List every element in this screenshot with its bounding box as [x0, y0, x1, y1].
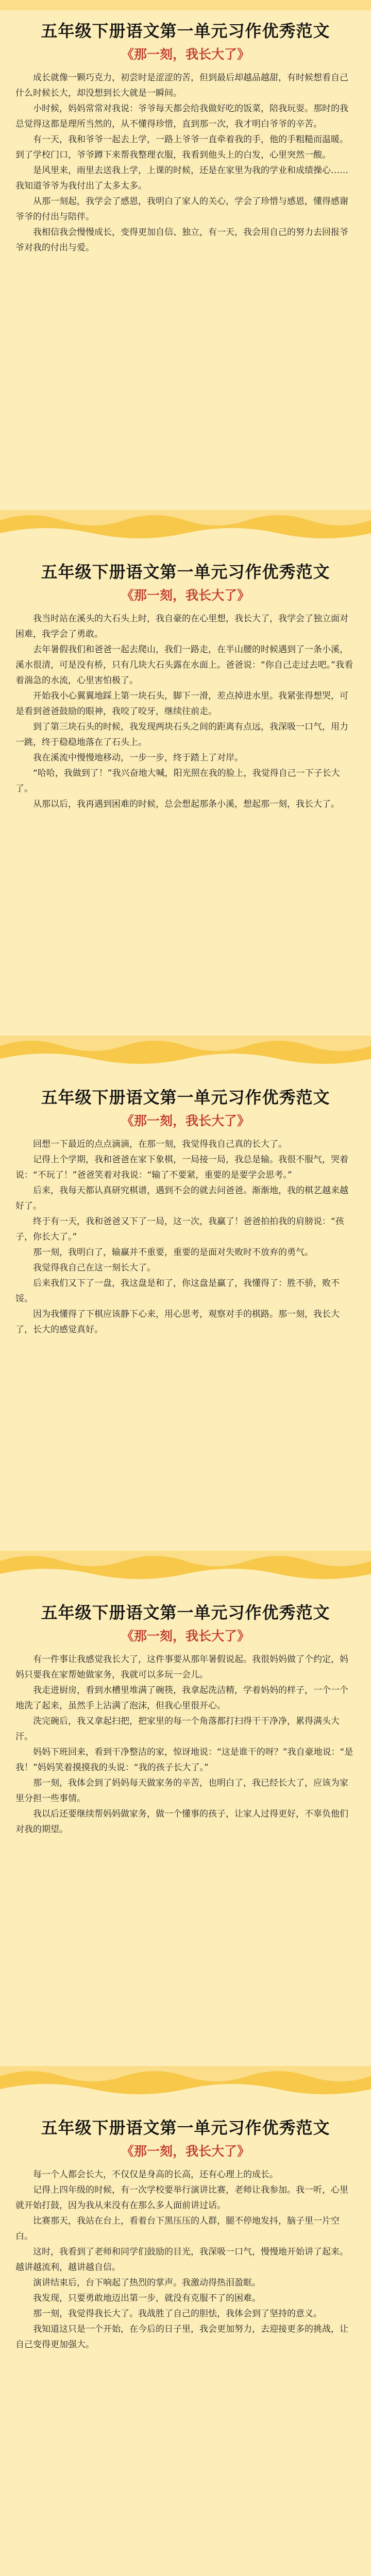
paragraph: 小时候，妈妈常常对我说：爷爷每天都会给我做好吃的饭菜，陪我玩耍。那时的我总觉得这都是理所当然的，从不懂得珍惜，直到那一次，我才明白爷爷的辛苦。 [15, 104, 348, 129]
paragraph: 我相信我会慢慢成长，变得更加自信、独立，有一天，我会用自己的努力去回报爷爷对我的付出与爱。 [15, 227, 348, 253]
paragraph: 成长就像一颗巧克力，初尝时是涩涩的苦，但到最后却越品越甜，有时候想看自己什么时候长大，却没想到长大就是一瞬间。 [15, 73, 348, 98]
essay-title: 五年级下册语文第一单元习作优秀范文 [41, 2118, 330, 2138]
essay-subtitle: 《那一刻，我长大了》 [121, 47, 250, 62]
paragraph: 比赛那天，我站在台上，看着台下黑压压的人群，腿不停地发抖，脑子里一片空白。 [15, 2216, 340, 2242]
essay-section-1 [0, 21, 371, 256]
essay-subtitle: 《那一刻，我长大了》 [121, 1629, 250, 1643]
wave-divider [0, 1551, 371, 1587]
paragraph: 我以后还要继续帮妈妈做家务，做一个懂事的孩子，让家人过得更好，不辜负他们对我的期望。 [15, 1809, 348, 1835]
paragraph: 每一个人都会长大，不仅仅是身高的长高，还有心理上的成长。 [33, 2170, 278, 2180]
paragraph: 洗完碗后，我又拿起扫把，把家里的每一个角落都打扫得干干净净，累得满头大汗。 [15, 1716, 340, 1742]
paragraph: 是风里来，雨里去送我上学，上课的时候，还是在家里为我的学业和成绩操心……我知道爷爷为我付出了太多太多。 [15, 165, 348, 191]
paragraph: 演讲结束后，台下响起了热烈的掌声。我激动得热泪盈眶。 [33, 2278, 261, 2288]
paragraph: 记得上个学期，我和爸爸在家下象棋，一局接一局，我总是输。我很不服气，哭着说：“不玩了！”爸爸笑着对我说：“输了不要紧，重要的是要学会思考。” [15, 1155, 348, 1180]
essay-section-4 [0, 1602, 371, 1837]
essay-title: 五年级下册语文第一单元习作优秀范文 [41, 21, 330, 41]
wave-divider [0, 2066, 371, 2102]
essay-body [15, 611, 356, 812]
essay-body [15, 1137, 356, 1337]
paragraph: 我觉得我自己在这一刻长大了。 [33, 1263, 156, 1273]
paragraph: 终于有一天，我和爸爸又下了一局，这一次，我赢了！爸爸拍拍我的肩膀说：“孩子，你长大了。” [15, 1216, 344, 1242]
essay-body [15, 1652, 356, 1837]
paragraph: 因为我懂得了下棋应该静下心来，用心思考，观察对手的棋路。那一刻，我长大了，长大的感觉真好。 [15, 1309, 340, 1335]
essay-subtitle: 《那一刻，我长大了》 [121, 1113, 250, 1128]
paragraph: 我当时站在溪头的大石头上时，我自豪的在心里想，我长大了，我学会了独立面对困难，我学会了勇敢。 [15, 614, 348, 639]
paragraph: 那一刻，我明白了，输赢并不重要，重要的是面对失败时不放弃的勇气。 [33, 1247, 313, 1258]
paragraph: “哈哈，我做到了！”我兴奋地大喊，阳光照在我的脸上，我觉得自己一下子长大了。 [15, 768, 340, 794]
paragraph: 从那一刻起，我学会了感恩，我明白了家人的关心，学会了珍惜与感恩，懂得感谢爷爷的付出与陪伴。 [15, 196, 348, 222]
paragraph: 记得上四年级的时候，有一次学校要举行演讲比赛，老师让我参加。我一听，心里就开始打鼓，因为我从来没有在那么多人面前讲过话。 [15, 2185, 348, 2211]
wave-divider [0, 1036, 371, 1072]
paragraph: 我在溪流中慢慢地移动，一步一步，终于踏上了对岸。 [33, 753, 243, 763]
paragraph: 有一天，我和爷爷一起去上学，一路上爷爷一直牵着我的手，他的手粗糙而温暖。到了学校门口，爷爷蹲下来帮我整理衣服，我看到他头上的白发，心里突然一酸。 [15, 134, 348, 160]
paragraph: 从那以后，我再遇到困难的时候，总会想起那条小溪，想起那一刻，我长大了。 [33, 799, 340, 809]
paragraph: 我知道这只是一个开始，在今后的日子里，我会更加努力，去迎接更多的挑战，让自己变得更加强大。 [15, 2324, 348, 2350]
essay-body [15, 2167, 356, 2352]
paragraph: 我走进厨房，看到水槽里堆满了碗筷，我拿起洗洁精，学着妈妈的样子，一个一个地洗了起来，虽然手上沾满了泡沫，但我心里很开心。 [15, 1685, 348, 1711]
essay-section-3 [0, 1087, 371, 1337]
paragraph: 后来，我每天都认真研究棋谱，遇到不会的就去问爸爸。渐渐地，我的棋艺越来越好了。 [15, 1185, 348, 1211]
essay-section-2 [0, 562, 371, 812]
essay-title: 五年级下册语文第一单元习作优秀范文 [41, 1088, 330, 1107]
paragraph: 到了第三块石头的时候，我发现两块石头之间的距离有点远，我深吸一口气，用力一跳，终于稳稳地落在了石头上。 [15, 722, 348, 748]
essay-subtitle: 《那一刻，我长大了》 [121, 588, 250, 603]
wave-divider-top [0, 0, 371, 10]
wave-divider [0, 510, 371, 546]
paragraph: 开始我小心翼翼地踩上第一块石头，脚下一滑，差点掉进水里。我紧张得想哭，可是看到爸爸鼓励的眼神，我咬了咬牙，继续往前走。 [15, 691, 348, 717]
essay-title: 五年级下册语文第一单元习作优秀范文 [41, 1603, 330, 1622]
paragraph: 妈妈下班回来，看到干净整洁的家，惊讶地说：“这是谁干的呀？”我自豪地说：“是我！”妈妈笑着摸摸我的头说：“我的孩子长大了。” [15, 1747, 353, 1773]
paragraph: 回想一下最近的点点滴滴，在那一刻，我觉得我自己真的长大了。 [33, 1139, 287, 1149]
paragraph: 我发现，只要勇敢地迈出第一步，就没有克服不了的困难。 [33, 2293, 261, 2303]
paragraph: 有一件事让我感觉我长大了，这件事要从那年暑假说起。我很妈妈做了个约定，妈妈只要我在家帮她做家务，我就可以多玩一会儿。 [15, 1654, 348, 1680]
essay-section-5 [0, 2117, 371, 2352]
essay-subtitle: 《那一刻，我长大了》 [121, 2144, 250, 2159]
paragraph: 那一刻，我觉得我长大了。我战胜了自己的胆怯，我体会到了坚持的意义。 [33, 2309, 322, 2319]
paragraph: 这时，我看到了老师和同学们鼓励的目光，我深吸一口气，慢慢地开始讲了起来。越讲越流利，越讲越自信。 [15, 2247, 348, 2273]
paragraph: 去年暑假我们和爸爸一起去爬山，我们一路走，在半山腰的时候遇到了一条小溪，溪水很清，可是没有桥，只有几块大石头露在水面上。爸爸说：“你自己走过去吧。”我看着湍急的水流，心里害怕极了。 [15, 645, 353, 686]
essay-body [15, 70, 356, 256]
paragraph: 那一刻，我体会到了妈妈每天做家务的辛苦，也明白了，我已经长大了，应该为家里分担一些事情。 [15, 1778, 348, 1804]
essay-title: 五年级下册语文第一单元习作优秀范文 [41, 562, 330, 582]
paragraph: 后来我们又下了一盘，我这盘是和了，你这盘是赢了，我懂得了：胜不骄，败不馁。 [15, 1278, 340, 1304]
